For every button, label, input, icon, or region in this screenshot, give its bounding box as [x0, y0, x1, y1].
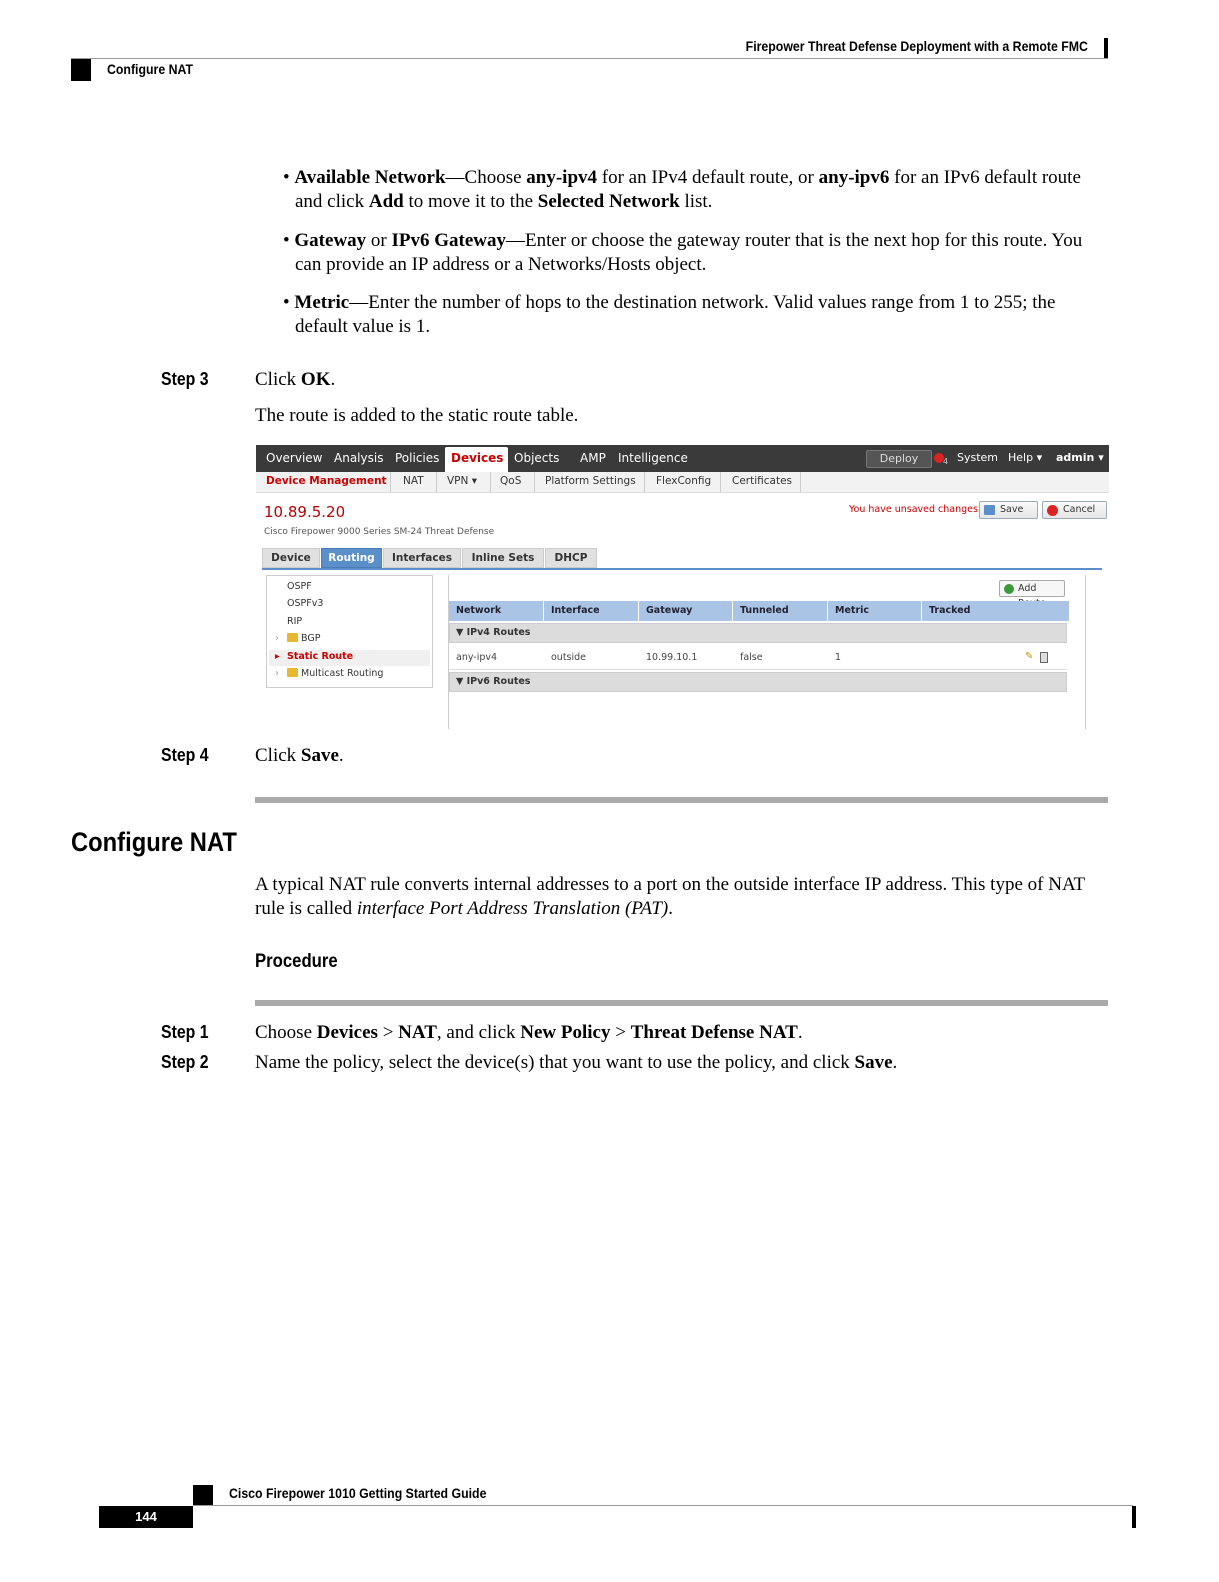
tab-underline [262, 568, 1102, 570]
expand-icon[interactable]: › [275, 668, 279, 679]
col-tunneled[interactable]: Tunneled [740, 605, 789, 616]
nav-overview[interactable]: Overview [266, 451, 323, 465]
col-tracked[interactable]: Tracked [929, 605, 971, 616]
subnav-sep [436, 472, 437, 493]
col-sep [543, 601, 544, 621]
bullet-gateway: • Gateway or IPv6 Gateway—Enter or choose the gateway router that is the next hop for this route. You can provide an IP address or a Networks/Hosts object. [283, 230, 1083, 275]
col-sep [827, 601, 828, 621]
nav-help[interactable]: Help ▾ [1008, 451, 1043, 464]
nav-devices[interactable]: Devices [451, 451, 504, 465]
unsaved-changes-text: You have unsaved changes [849, 504, 978, 515]
step-3-result: The route is added to the static route table. [255, 405, 579, 426]
col-sep [921, 601, 922, 621]
subnav-qos[interactable]: QoS [500, 475, 522, 487]
procedure-rule [255, 1000, 1108, 1006]
add-route-label: Add [1018, 583, 1037, 594]
footer-square [193, 1485, 213, 1505]
cell-interface: outside [551, 652, 587, 663]
col-interface[interactable]: Interface [551, 605, 600, 616]
row-divider [449, 669, 1067, 670]
delete-icon[interactable] [1040, 652, 1048, 663]
step-2-label: Step 2 [161, 1052, 209, 1072]
step-3-text: Click OK. [255, 369, 336, 390]
procedure-heading: Procedure [255, 951, 338, 972]
routing-tree [266, 575, 433, 688]
step-4-text: Click Save. [255, 745, 344, 766]
save-button[interactable] [979, 501, 1038, 519]
tab-inline-sets[interactable]: Inline Sets [462, 548, 544, 568]
tab-device[interactable]: Device [262, 548, 320, 568]
col-sep [732, 601, 733, 621]
running-header-title: Firepower Threat Defense Deployment with a Remote FMC [745, 38, 1088, 54]
cell-network: any-ipv4 [456, 652, 498, 663]
expand-icon[interactable]: › [275, 633, 279, 644]
tab-routing[interactable]: Routing [321, 548, 382, 568]
subnav-sep [644, 472, 645, 493]
add-route-button[interactable] [999, 580, 1065, 597]
sub-nav [256, 472, 1109, 493]
col-metric[interactable]: Metric [835, 605, 870, 616]
nav-policies[interactable]: Policies [395, 451, 440, 465]
subnav-sep [800, 472, 801, 493]
section-intro: A typical NAT rule converts internal addresses to a port on the outside interface IP address. This type of NAT rule is called interface Port Address Translation (PAT). [255, 874, 1086, 919]
alert-count: 4 [943, 457, 949, 466]
folder-icon [287, 633, 298, 642]
header-bar [1104, 38, 1108, 58]
selected-arrow-icon: ▸ [275, 651, 280, 662]
tree-multicast-routing[interactable]: Multicast Routing [287, 668, 383, 679]
tree-bgp[interactable]: BGP [287, 633, 320, 644]
footer-guide-title: Cisco Firepower 1010 Getting Started Guide [229, 1485, 487, 1501]
nav-system[interactable]: System [957, 451, 999, 464]
cell-tunneled: false [740, 652, 763, 663]
edit-icon[interactable]: ✎ [1025, 651, 1034, 662]
footer-rule [193, 1505, 1133, 1506]
cell-gateway: 10.99.10.1 [646, 652, 698, 663]
running-header-section: Configure NAT [107, 61, 194, 77]
section-heading: Configure NAT [71, 827, 237, 857]
subnav-platform-settings[interactable]: Platform Settings [545, 475, 636, 487]
subnav-flexconfig[interactable]: FlexConfig [656, 475, 712, 487]
cancel-icon [1047, 505, 1058, 516]
nav-amp[interactable]: AMP [580, 451, 606, 465]
nav-analysis[interactable]: Analysis [334, 451, 384, 465]
tab-interfaces[interactable]: Interfaces [383, 548, 461, 568]
col-network[interactable]: Network [456, 605, 502, 616]
table-header [449, 601, 1069, 621]
nav-intelligence[interactable]: Intelligence [618, 451, 688, 465]
bullet-metric: • Metric—Enter the number of hops to the destination network. Valid values range from 1 to 255; the default value is 1. [283, 292, 1056, 337]
col-gateway[interactable]: Gateway [646, 605, 693, 616]
add-icon [1004, 584, 1014, 594]
tree-rip[interactable]: RIP [287, 616, 303, 627]
subnav-certificates[interactable]: Certificates [732, 475, 793, 487]
cell-metric: 1 [835, 652, 842, 663]
tab-dhcp[interactable]: DHCP [545, 548, 597, 568]
device-ip: 10.89.5.20 [264, 503, 346, 521]
cancel-label: Cancel [1063, 504, 1096, 515]
subnav-sep [720, 472, 721, 493]
subnav-sep [534, 472, 535, 493]
fmc-screenshot [256, 445, 1109, 729]
deploy-button[interactable]: Deploy [866, 450, 932, 468]
save-label: Save [1000, 504, 1024, 515]
nav-objects[interactable]: Objects [514, 451, 560, 465]
cancel-button[interactable] [1042, 501, 1107, 519]
subnav-sep [490, 472, 491, 493]
top-nav [256, 445, 1109, 472]
subnav-device-management[interactable]: Device Management [266, 475, 387, 487]
routes-panel [448, 575, 1086, 729]
device-model: Cisco Firepower 9000 Series SM-24 Threat Defense [264, 527, 495, 537]
step-1-text: Choose Devices > NAT, and click New Policy > Threat Defense NAT. [255, 1022, 803, 1043]
step-1-label: Step 1 [161, 1022, 209, 1042]
nav-admin[interactable]: admin ▾ [1056, 451, 1104, 464]
save-icon [984, 505, 995, 515]
bullet-available-network: • Available Network—Choose any-ipv4 for an IPv4 default route, or any-ipv6 for an IPv6 default route and click Add to move it to the Selected Network list. [283, 167, 1081, 212]
page-number: 144 [99, 1506, 193, 1528]
subnav-nat[interactable]: NAT [403, 475, 424, 487]
step-4-label: Step 4 [161, 745, 209, 765]
section-end-rule [255, 797, 1108, 803]
col-sep [638, 601, 639, 621]
folder-icon [287, 668, 298, 677]
ipv6-routes-group[interactable]: ▼ IPv6 Routes [449, 672, 1067, 692]
subnav-vpn[interactable]: VPN ▾ [447, 475, 477, 487]
subnav-sep [390, 472, 391, 493]
ipv4-routes-group[interactable]: ▼ IPv4 Routes [449, 623, 1067, 643]
step-3-label: Step 3 [161, 369, 209, 389]
tree-ospfv3[interactable]: OSPFv3 [287, 598, 324, 609]
header-square [71, 59, 91, 81]
step-2-text: Name the policy, select the device(s) that you want to use the policy, and click Save. [255, 1052, 898, 1073]
tree-ospf[interactable]: OSPF [287, 581, 312, 592]
tree-static-route[interactable]: Static Route [287, 651, 354, 662]
header-rule [71, 58, 1108, 59]
footer-bar [1132, 1506, 1136, 1528]
